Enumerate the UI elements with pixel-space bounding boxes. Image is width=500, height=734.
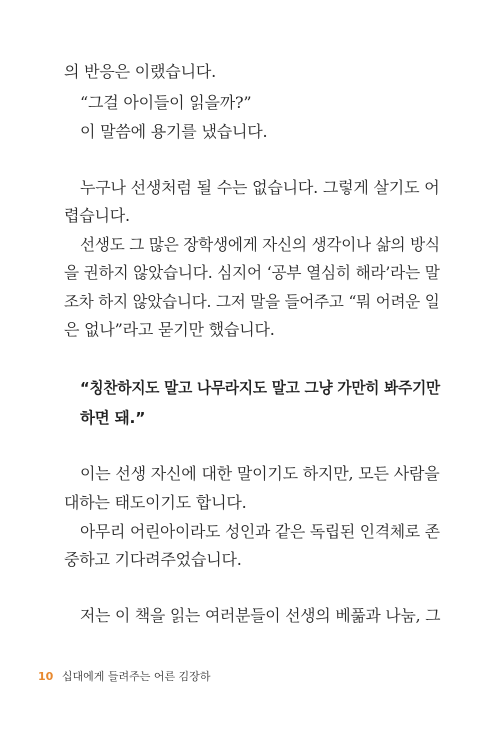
page-number: 10 — [38, 670, 54, 683]
text-line: 은 없나”라고 묻기만 했습니다. — [64, 320, 275, 339]
text-line: 선생도 그 많은 장학생에게 자신의 생각이나 삶의 방식 — [80, 235, 440, 254]
text-line: 아무리 어린아이라도 성인과 같은 독립된 인격체로 존 — [80, 522, 440, 541]
text-line: 이 말씀에 용기를 냈습니다. — [80, 122, 268, 141]
text-line: 조차 하지 않았습니다. 그저 말을 들어주고 “뭐 어려운 일 — [64, 292, 440, 311]
text-line: 중하고 기다려주었습니다. — [64, 550, 242, 569]
page-footer — [38, 668, 210, 684]
quote-line: 하면 돼.” — [80, 409, 146, 427]
text-line: 누구나 선생처럼 될 수는 없습니다. 그렇게 살기도 어 — [80, 178, 440, 197]
text-line: 이는 선생 자신에 대한 말이기도 하지만, 모든 사람을 — [80, 464, 440, 483]
text-line: 을 권하지 않았습니다. 심지어 ‘공부 열심히 해라’라는 말 — [64, 263, 440, 282]
text-line: “그걸 아이들이 읽을까?” — [80, 93, 252, 112]
text-line: 의 반응은 이랬습니다. — [64, 62, 216, 81]
quote-line: “칭찬하지도 말고 나무라지도 말고 그냥 가만히 봐주기만 — [80, 379, 441, 397]
text-line: 렵습니다. — [64, 206, 130, 225]
text-line: 대하는 태도이기도 합니다. — [64, 493, 247, 512]
text-line: 저는 이 책을 읽는 여러분들이 선생의 베풂과 나눔, 그 — [80, 606, 441, 625]
book-title: 십대에게 들려주는 어른 김장하 — [61, 670, 211, 683]
